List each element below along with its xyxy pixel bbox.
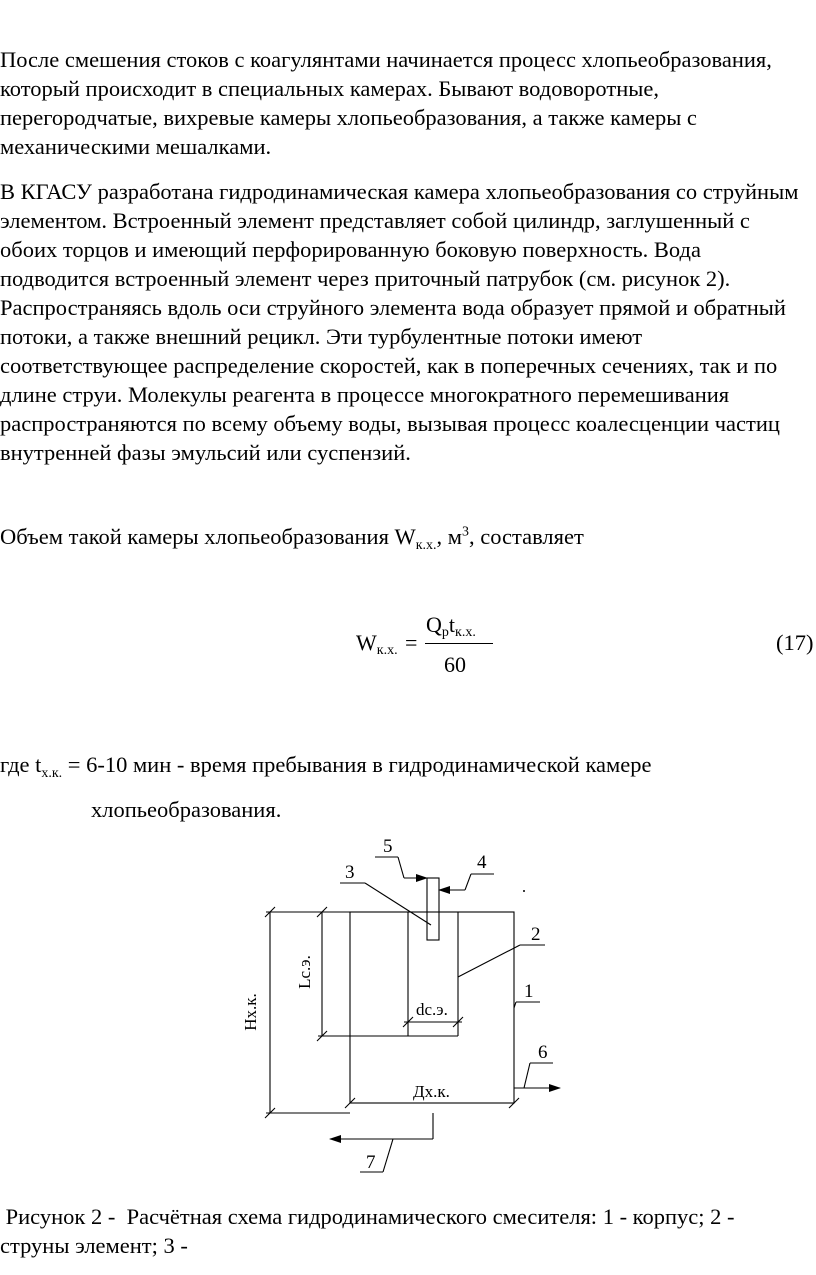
equation-lhs: $W_{к.х.}$	[356, 630, 398, 658]
equation-equals: =	[405, 630, 418, 655]
where-clause: где $t_{х.к.} = 6-10$ мин - время пребывания в гидродинамической камере	[0, 752, 652, 781]
dot-mark	[523, 890, 525, 892]
label-h: Нх.к.	[240, 993, 260, 1031]
label-3: 3	[345, 862, 355, 883]
label-l: Lс.э.	[294, 955, 314, 989]
label-4: 4	[477, 852, 487, 873]
caption-line-2: струны элемент; 3 -	[0, 1233, 188, 1258]
leader-2-slant	[458, 945, 520, 977]
label-2: 2	[531, 924, 541, 945]
where-continuation: хлопьеобразования.	[91, 797, 282, 822]
inlet-pipe	[427, 878, 439, 940]
label-6: 6	[538, 1042, 548, 1063]
volume-superscript: 3	[462, 524, 469, 540]
equation-number: (17)	[776, 630, 814, 655]
leader-4-slant	[465, 874, 471, 890]
leader-7-slant	[383, 1139, 393, 1172]
volume-text-middle: , м	[436, 524, 462, 549]
leader-6-slant	[524, 1063, 530, 1088]
label-5: 5	[383, 836, 393, 857]
label-1: 1	[524, 981, 534, 1002]
equation-numerator: $Q_рt_{к.х.}$	[426, 612, 476, 640]
volume-subscript: к.х.	[415, 537, 437, 553]
label-7: 7	[366, 1152, 376, 1173]
leader-3-slant	[365, 883, 431, 925]
leader-5-slant	[398, 857, 404, 878]
equation-denominator: 60	[444, 652, 466, 677]
caption-line-1: Рисунок 2 - Расчётная схема гидродинамического смесителя: 1 - корпус; 2 -	[0, 1204, 735, 1229]
label-d: dс.э.	[416, 1000, 448, 1019]
volume-text-before: Объем такой камеры хлопьеобразования W	[0, 524, 416, 549]
paragraph-intro: После смешения стоков с коагулянтами начинается процесс хлопьеобразования, который происходит в специальных камерах. Бывают водоворотные, перегородчатые, вихревые камеры хлопьеобразования, а также камеры с механическими мешалками.	[0, 47, 772, 159]
volume-text-after: , составляет	[468, 524, 584, 549]
paragraph-description: В КГАСУ разработана гидродинамическая камера хлопьеобразования со струйным элементом. Встроенный элемент представляет собой цилиндр, заглушенный с обоих торцов и имеющий перфорированную боковую поверхность. Вода подводится встроенный элемент через приточный патрубок (см. рисунок 2). Распространяясь вдоль оси струйного элемента вода образует прямой и обратный потоки, а также внешний рецикл. Эти турбулентные потоки имеют соответствующее распределение скоростей, как в поперечных сечениях, так и по длине струи. Молекулы реагента в процессе многократного перемешивания распространяются по всему объему воды, вызывая процесс коалесценции частиц внутренней фазы эмульсий или суспензий.	[0, 179, 799, 465]
label-dx: Дх.к.	[413, 1082, 450, 1101]
